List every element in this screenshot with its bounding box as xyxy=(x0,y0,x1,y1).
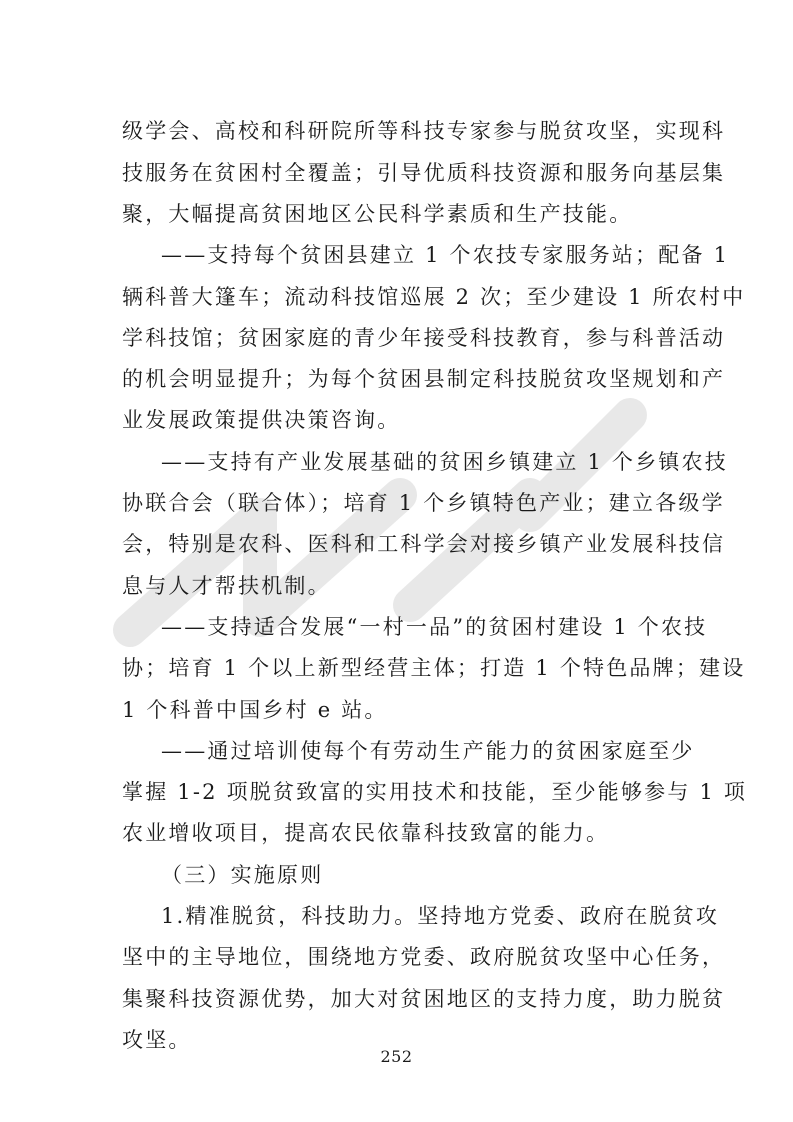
text-line-12: 息与人才帮扶机制。 xyxy=(122,574,331,598)
text-line-16: ——通过培训使每个有劳动生产能力的贫困家庭至少 xyxy=(161,739,695,763)
text-line-17: 掌握 1-2 项脱贫致富的实用技术和技能，至少能够参与 1 项 xyxy=(122,780,748,804)
text-line-4: ——支持每个贫困县建立 1 个农技专家服务站；配备 1 xyxy=(161,243,730,267)
text-line-13: ——支持适合发展“一村一品”的贫困村建设 1 个农技 xyxy=(161,615,708,639)
text-line-9: ——支持有产业发展基础的贫困乡镇建立 1 个乡镇农技 xyxy=(161,450,728,474)
section-heading: （三）实施原则 xyxy=(161,863,324,887)
text-line-5: 辆科普大篷车；流动科技馆巡展 2 次；至少建设 1 所农村中 xyxy=(122,285,746,309)
text-line-3: 聚，大幅提高贫困地区公民科学素质和生产技能。 xyxy=(122,202,633,226)
text-line-21: 坚中的主导地位，围绕地方党委、政府脱贫攻坚中心任务， xyxy=(122,945,726,969)
text-line-14: 协；培育 1 个以上新型经营主体；打造 1 个特色品牌；建设 xyxy=(122,656,746,680)
text-line-2: 技服务在贫困村全覆盖；引导优质科技资源和服务向基层集 xyxy=(122,161,726,185)
text-line-1: 级学会、高校和科研院所等科技专家参与脱贫攻坚，实现科 xyxy=(122,119,726,143)
text-line-18: 农业增收项目，提高农民依靠科技致富的能力。 xyxy=(122,821,610,845)
text-line-15: 1 个科普中国乡村 e 站。 xyxy=(122,698,388,722)
text-line-10: 协联合会（联合体）；培育 1 个乡镇特色产业；建立各级学 xyxy=(122,491,725,515)
page-number: 252 xyxy=(380,1047,413,1066)
text-line-7: 的机会明显提升；为每个贫困县制定科技脱贫攻坚规划和产 xyxy=(122,367,726,391)
text-line-11: 会，特别是农科、医科和工科学会对接乡镇产业发展科技信 xyxy=(122,532,726,556)
text-line-22: 集聚科技资源优势，加大对贫困地区的支持力度，助力脱贫 xyxy=(122,987,726,1011)
text-line-8: 业发展政策提供决策咨询。 xyxy=(122,408,401,432)
text-line-20: 1.精准脱贫，科技助力。坚持地方党委、政府在脱贫攻 xyxy=(161,904,720,928)
text-line-23: 攻坚。 xyxy=(122,1028,192,1052)
text-line-6: 学科技馆；贫困家庭的青少年接受科技教育，参与科普活动 xyxy=(122,326,726,350)
